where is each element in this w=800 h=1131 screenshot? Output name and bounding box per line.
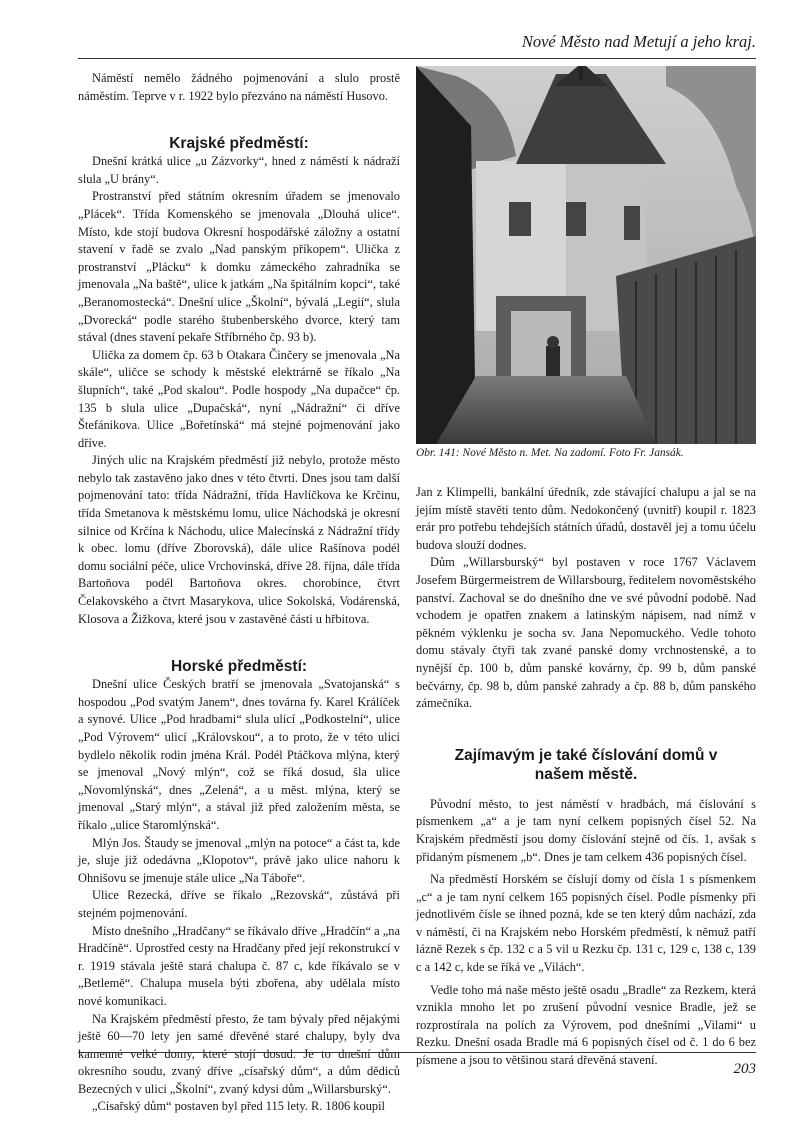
right-column xyxy=(416,484,756,1070)
paragraph: Dnešní ulice Českých bratří se jmenovala „Svatojanská“ s hospodou „Pod svatým Janem“, dnes továrna fy. Karel Králíček a synové. Ulice „Pod hradbami“ slula ulicí „Podkostelní“, ulice „Pod Výrovem“ ulicí „Královskou“, a to proto, že v této ulici bydlelo několik rodin jména Král. Podél Ptáčkova mlýna, který se jmenoval „Nový mlýn“, což se říká dosud, šla ulice „Novomlýnská“, dnes „Zelená“, a u měst. mlýna, který se jmenoval „Starý mlýn“, a stával již před založením města, se říkalo „ulice Staromlýnská“. xyxy=(78,677,400,832)
photo-caption: Obr. 141: Nové Město n. Met. Na zadomí. Foto Fr. Jansák. xyxy=(416,447,684,459)
page-number: 203 xyxy=(733,1061,756,1077)
paragraph: Místo dnešního „Hradčany“ se říkávalo dříve „Hradčín“ a „na Hradčíně“. Uprostřed cesty na Hradčany před její rekonstrukcí v r. 1919 stávala ještě stará chalupa č. 87 c, kde říkávalo se v „Betlemě“. Chalupa musela býti zbořena, aby udělala místo nové komunikaci. xyxy=(78,923,400,1008)
paragraph: Na Krajském předměstí přesto, že tam bývaly před nějakými ještě 60—70 lety jen samé dřevěné staré chalupy, byly dva kamenné velké domy, které stojí dosud. Je to dnešní dům okresního soudu, zvaný dříve „císařský dům“, a dům dědiců Bezecných v ulici „Školní“, zvaný kdysi dům „Willarsburský“. xyxy=(78,1011,400,1096)
section-heading-cislovani: Zajímavým je také číslování domů v našem městě. xyxy=(454,746,718,783)
paragraph: Ulička za domem čp. 63 b Otakara Činčery se jmenovala „Na skále“, uličce se schody k městské elektrárně se říkalo „Na šlupních“, také „Pod skalou“. Podle hospody „Na dupačce“ čp. 135 b slula ulice „Dupačská“, nyní „Nádražní“ či dříve Štefánikova. Ulice „Bořetínská“ má stejné pojmenování jako dříve. xyxy=(78,347,400,450)
paragraph: Jiných ulic na Krajském předměstí již nebylo, protože město nebylo tak zastavěno jako dnes v této čtvrti. Dnes jsou tam další pojmenování tato: třída Nádražní, třída Havlíčkova ke Krčinu, třída Smetanova k městskému lomu, ulice Náchodská je okresní silnice od Krčína k Náchodu, ulice Malecínská z Nádražní třídy k obec. lomu (dříve Zborovská), dále ulice Rašínova podél domu sociální péče, ulice Vrchovinská, dříve 28. října, dále třída Bartoňova podél Bartoňova okres. chorobince, čtvrt Čelakovského a čtvrt Masarykova, ulice Sokolská, Vodárenská, Klosova a Žižkova, které jsou v zastavěné části u hřbitova. xyxy=(78,453,400,626)
paragraph: Na předměstí Horském se číslují domy od čísla 1 s písmenkem „c“ a je tam nyní celkem 165 popisných čísel. Podle písmenky při jednotlivém čísle se ihned pozná, kde se ten který dům nachází, zda v náměstí, či na Krajském nebo Horském předměstí, k němuž patří lázně Rezek s čp. 132 c a 5 vil u Rezku čp. 131 c, 129 c, 138 c, 139 c a 142 c, kde se říká ve „Vilách“. xyxy=(416,872,756,975)
paragraph: Prostranství před státním okresním úřadem se jmenovalo „Plácek“. Třída Komenského se jmenovala „Dlouhá ulice“. Místo, kde stojí budova Okresní hospodářské záložny a ostatní stavení v řadě se zvalo „Nad panským příkopem“. Ulička z prostranství „Plácku“ k domku zámeckého zahradníka se jmenovala „Na baště“, ulice k jatkám „Na špitálním kopci“, také „Beranomostecká“. Dnešní ulice „Školní“, bývalá „Legií“, slula „Dvorecká“ podle starého štubenberského dvorce, který tam stával (dnes stavení pekaře Stříbrného čp. 93 b). xyxy=(78,189,400,345)
left-column xyxy=(78,70,400,1116)
paragraph: Dnešní krátká ulice „u Zázvorky“, hned z náměstí k nádraží slula „U brány“. xyxy=(78,154,400,186)
historic-photo xyxy=(416,66,756,444)
paragraph: Dům „Willarsburský“ byl postaven v roce 1767 Václavem Josefem Bürgermeistrem de Willarsbourg, ředitelem novoměstského panství. Zachoval se do dnešního dne ve své původní podobě. Nad vchodem je opatřen znakem a latinským nápisem, nad nímž v pěkném výklenku je socha sv. Jana Nepomuckého. Vedle tohoto domu stávaly čtyři tak zvané panské domy vrchnostenské, a to nynější čp. 100 b, dům panské kovárny, čp. 99 b, dům panské bečvárny, čp. 98 b, dům panské zahrady a čp. 88 b, dům panského zámečníka. xyxy=(416,555,756,711)
section-heading-krajske: Krajské předměstí: xyxy=(169,135,309,153)
paragraph: Jan z Klimpelli, bankální úředník, zde stávající chalupu a jal se na jejím místě stavěti tento dům. Nedokončený (uvnitř) koupil r. 1823 erár pro potřebu tehdejších státních úřadů, dostavěl jej a tomu účelu budova slouží dodnes. xyxy=(416,485,756,552)
intro-paragraph: Náměstí nemělo žádného pojmenování a slulo prostě náměstím. Teprve v r. 1922 bylo přezváno na náměstí Husovo. xyxy=(78,71,400,103)
footer-rule xyxy=(78,1052,756,1053)
paragraph: Mlýn Jos. Štaudy se jmenoval „mlýn na potoce“ a část ta, kde je, sluje již odedávna „Klopotov“, právě jako ulice nahoru k Ohnišovu se jmenuje stále ulice „Na Táboře“. xyxy=(78,835,400,885)
section-heading-horske: Horské předměstí: xyxy=(170,658,308,676)
photo-illustration xyxy=(416,66,756,444)
header-title: Nové Město nad Metují a jeho kraj. xyxy=(521,32,756,51)
paragraph: „Císařský dům“ postaven byl před 115 lety. R. 1806 koupil xyxy=(92,1099,385,1114)
paragraph: Původní město, to jest náměstí v hradbách, má číslování s písmenkem „a“ a je tam nyní celkem popisných čísel 52. Na Krajském předměstí jsou domy číslování stejně od čís. 1, avšak s přidaným písmenem „b“. Dnes je tam celkem 436 popisných čísel. xyxy=(416,796,756,864)
running-header xyxy=(78,30,756,59)
paragraph: Vedle toho má naše město ještě osadu „Bradle“ za Rezkem, která vznikla mnoho let po zrušení původní vesnice Bradle, jež se rozprostírala na polích za Výrovem, pod dnešními „Vilami“ u Rezku. Dnešní osada Bradle má 6 popisných čísel od č. 1 do 6 bez písmene a jsou to většinou stará dřevěná stavení. xyxy=(416,982,756,1068)
paragraph: Ulice Rezecká, dříve se říkalo „Rezovská“, zůstává při stejném pojmenování. xyxy=(78,888,400,920)
